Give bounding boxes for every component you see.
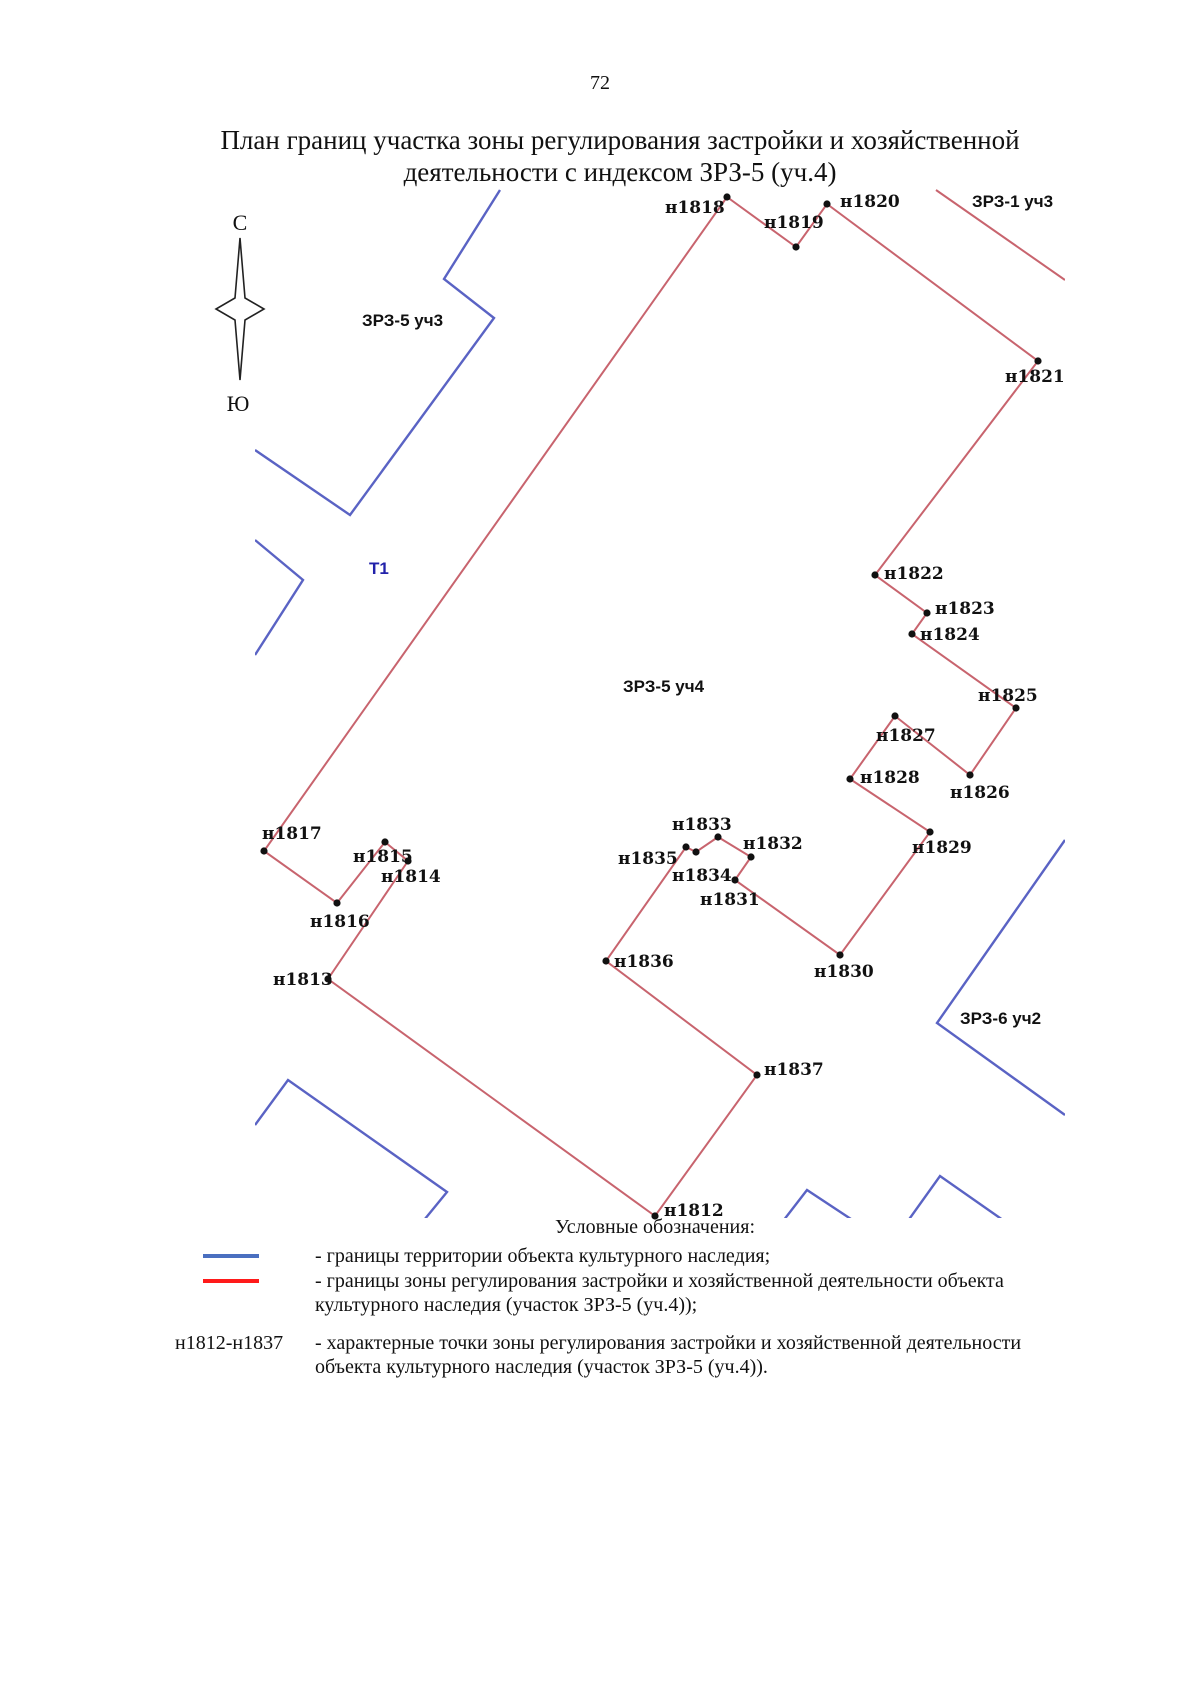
compass-rose: [216, 210, 264, 416]
legend-points-text-line-2: объекта культурного наследия (участок ЗРЗ-5 (уч.4)).: [315, 1356, 768, 1378]
label-n1836: н1836: [614, 952, 674, 972]
vertex-n1816: [333, 899, 340, 906]
heritage-boundaries: [255, 190, 1065, 1225]
heritage-boundary-t1-west: [255, 540, 303, 655]
label-n1832: н1832: [743, 834, 803, 854]
vertex-n1836: [602, 957, 609, 964]
zone-label-zrz1-uch3: ЗРЗ-1 уч3: [972, 192, 1054, 211]
compass-north-label: С: [232, 210, 248, 235]
label-n1827: н1827: [876, 726, 936, 746]
label-n1812: н1812: [664, 1201, 724, 1221]
legend-heritage-text: - границы территории объекта культурного наследия;: [315, 1245, 771, 1267]
label-n1816: н1816: [310, 912, 370, 932]
title-line-2: деятельности с индексом ЗРЗ-5 (уч.4): [403, 157, 837, 187]
legend-points-text: [315, 1331, 1115, 1379]
vertex-n1815: [381, 838, 388, 845]
legend-red-line-swatch: [203, 1279, 259, 1283]
zone-boundaries: [264, 190, 1065, 1216]
legend-zone-text-line-2: культурного наследия (участок ЗРЗ-5 (уч.4));: [315, 1294, 698, 1316]
vertex-n1826: [966, 771, 973, 778]
legend-blue-line-swatch: [203, 1254, 259, 1258]
vertex-n1823: [923, 609, 930, 616]
legend-zone-text-line-1: - границы зоны регулирования застройки и хозяйственной деятельности объекта: [315, 1270, 1004, 1292]
label-n1833: н1833: [672, 815, 732, 835]
zone-label-zrz5-uch4: ЗРЗ-5 уч4: [623, 677, 705, 696]
label-n1834: н1834: [672, 866, 732, 886]
vertex-n1827: [891, 712, 898, 719]
label-n1823: н1823: [935, 599, 995, 619]
label-n1819: н1819: [764, 213, 824, 233]
label-n1817: н1817: [262, 824, 322, 844]
point-labels: [262, 192, 1065, 1221]
vertex-n1817: [260, 847, 267, 854]
vertex-n1820: [823, 200, 830, 207]
label-n1813: н1813: [273, 970, 333, 990]
vertex-n1819: [792, 243, 799, 250]
vertex-n1830: [836, 951, 843, 958]
characteristic-points: [260, 193, 1041, 1219]
compass-needle-icon: [216, 238, 264, 380]
label-n1830: н1830: [814, 962, 874, 982]
legend-points-text-line-1: - характерные точки зоны регулирования застройки и хозяйственной деятельности: [315, 1332, 1022, 1354]
label-n1820: н1820: [840, 192, 900, 212]
label-n1825: н1825: [978, 686, 1038, 706]
vertex-n1821: [1034, 357, 1041, 364]
zone-label-zrz5-uch3: ЗРЗ-5 уч3: [362, 311, 444, 330]
compass-south-label: Ю: [226, 391, 250, 416]
label-n1828: н1828: [860, 768, 920, 788]
label-n1824: н1824: [920, 625, 980, 645]
heritage-boundary-south-west: [255, 1080, 447, 1225]
heritage-boundary-zrz6-uch2: [937, 840, 1065, 1115]
legend-points-key: н1812-н1837: [175, 1332, 284, 1354]
vertex-n1837: [753, 1071, 760, 1078]
label-n1831: н1831: [700, 890, 760, 910]
vertex-n1828: [846, 775, 853, 782]
label-n1821: н1821: [1005, 367, 1065, 387]
zone-boundary-zrz5-uch4: [264, 197, 1038, 1216]
label-n1826: н1826: [950, 783, 1010, 803]
label-n1837: н1837: [764, 1060, 824, 1080]
label-n1815: н1815: [353, 847, 413, 867]
label-n1835: н1835: [618, 849, 678, 869]
vertex-n1831: [731, 876, 738, 883]
vertex-n1824: [908, 630, 915, 637]
title-line-1: План границ участка зоны регулирования застройки и хозяйственной: [220, 125, 1020, 155]
vertex-n1829: [926, 828, 933, 835]
vertex-n1822: [871, 571, 878, 578]
label-n1822: н1822: [884, 564, 944, 584]
page-number: 72: [590, 72, 610, 94]
vertex-n1834: [692, 848, 699, 855]
label-n1814: н1814: [381, 867, 441, 887]
legend-title: Условные обозначения:: [554, 1216, 756, 1238]
heritage-boundary-zrz5-uch3: [255, 190, 500, 515]
zone-label-t1: Т1: [369, 559, 389, 578]
label-n1818: н1818: [665, 198, 725, 218]
vertex-n1835: [682, 843, 689, 850]
vertex-n1832: [747, 853, 754, 860]
legend-zone-text: [315, 1269, 1115, 1317]
label-n1829: н1829: [912, 838, 972, 858]
zone-label-zrz6-uch2: ЗРЗ-6 уч2: [960, 1009, 1042, 1028]
